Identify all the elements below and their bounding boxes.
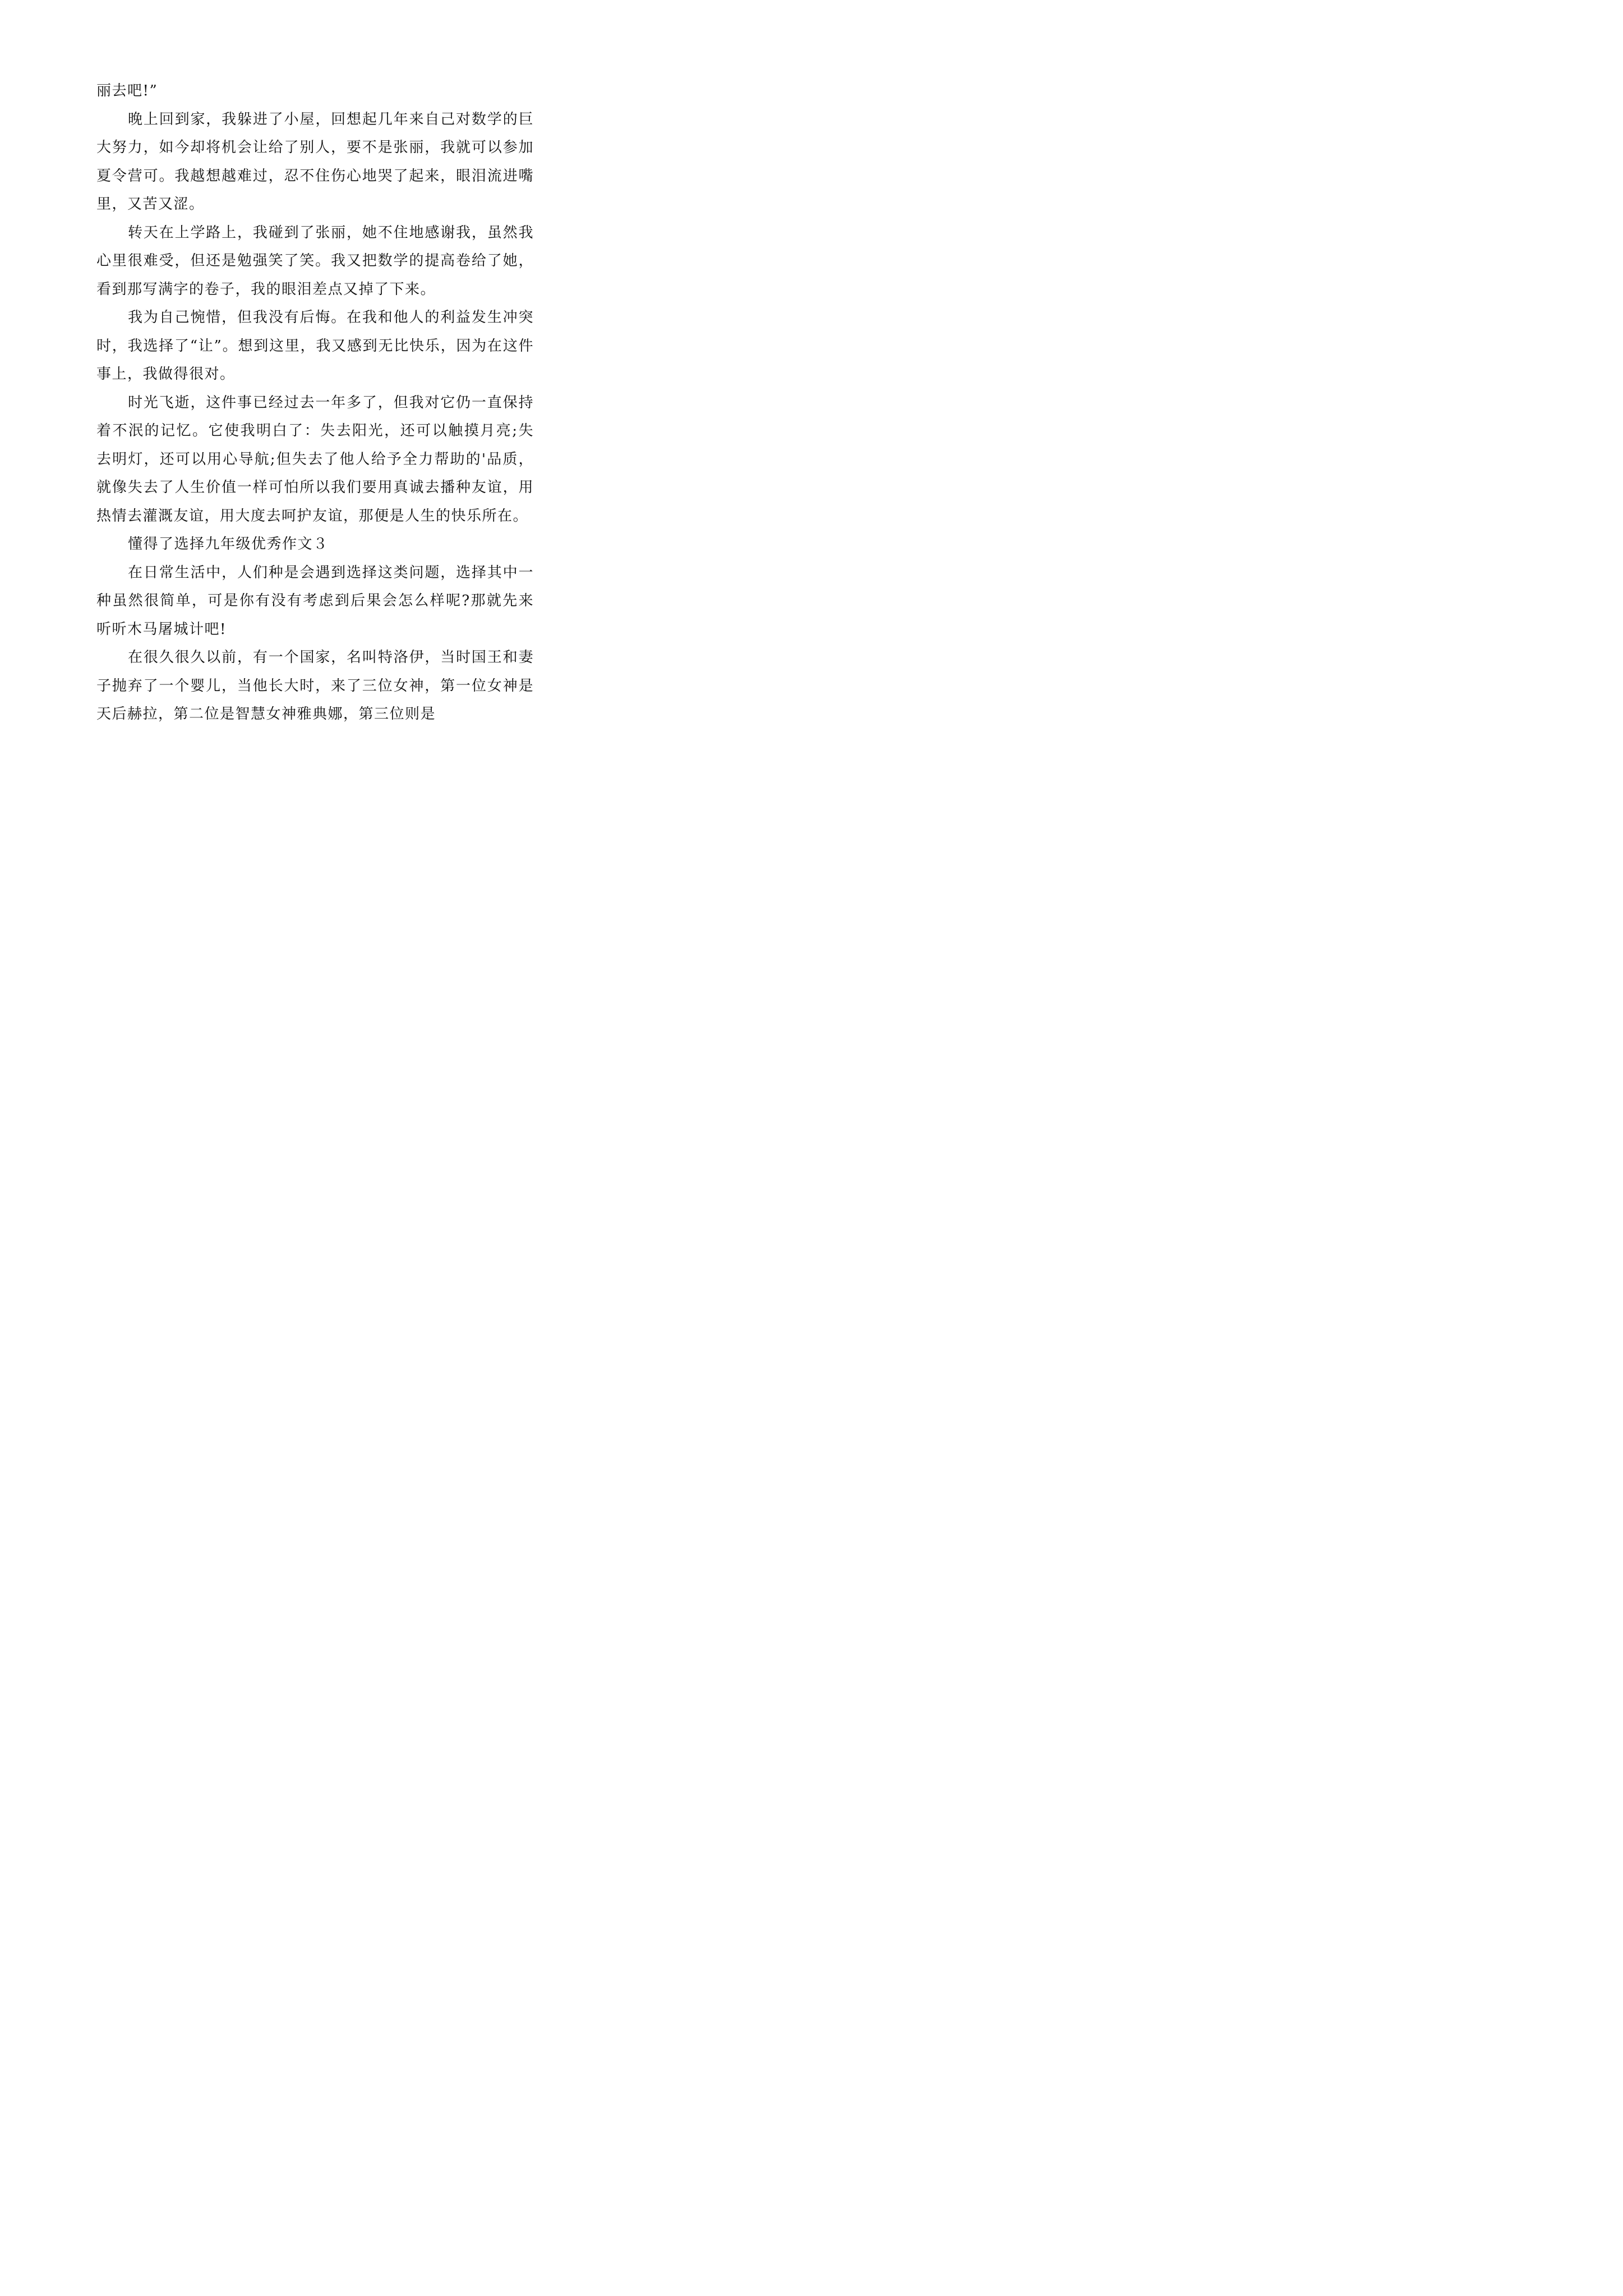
paragraph: 时光飞逝，这件事已经过去一年多了，但我对它仍一直保持着不泯的记忆。它使我明白了：失去阳光，还可以触摸月亮;失去明灯，还可以用心导航;但失去了他人给予全力帮助的'品质，就像失去了人生价值一样可怕所以我们要用真诚去播种友谊，用热情去灌溉友谊，用大度去呵护友谊，那便是人生的快乐所在。 (96, 394, 534, 524)
paragraph: 在很久很久以前，有一个国家，名叫特洛伊，当时国王和妻子抛弃了一个婴儿，当他长大时，来了三位女神，第一位女神是天后赫拉，第二位是智慧女神雅典娜，第三位则是 (96, 649, 534, 723)
paragraph: 转天在上学路上，我碰到了张丽，她不住地感谢我，虽然我心里很难受，但还是勉强笑了笑。我又把数学的提高卷给了她，看到那写满字的卷子，我的眼泪差点又掉了下来。 (96, 224, 534, 298)
paragraph: 晚上回到家，我躲进了小屋，回想起几年来自己对数学的巨大努力，如今却将机会让给了别人，要不是张丽，我就可以参加夏令营可。我越想越难过，忍不住伤心地哭了起来，眼泪流进嘴里，又苦又涩。 (96, 111, 534, 213)
document-page (0, 0, 628, 889)
paragraph: 在日常生活中，人们种是会遇到选择这类问题，选择其中一种虽然很简单，可是你有没有考虑到后果会怎么样呢?那就先来听听木马屠城计吧! (96, 564, 534, 638)
essay-body (96, 77, 534, 729)
section-title: 懂得了选择九年级优秀作文３ (128, 536, 329, 553)
paragraph-continuation: 丽去吧!” (96, 82, 158, 99)
paragraph: 我为自己惋惜，但我没有后悔。在我和他人的利益发生冲突时，我选择了“让”。想到这里，我又感到无比快乐，因为在这件事上，我做得很对。 (96, 309, 534, 383)
